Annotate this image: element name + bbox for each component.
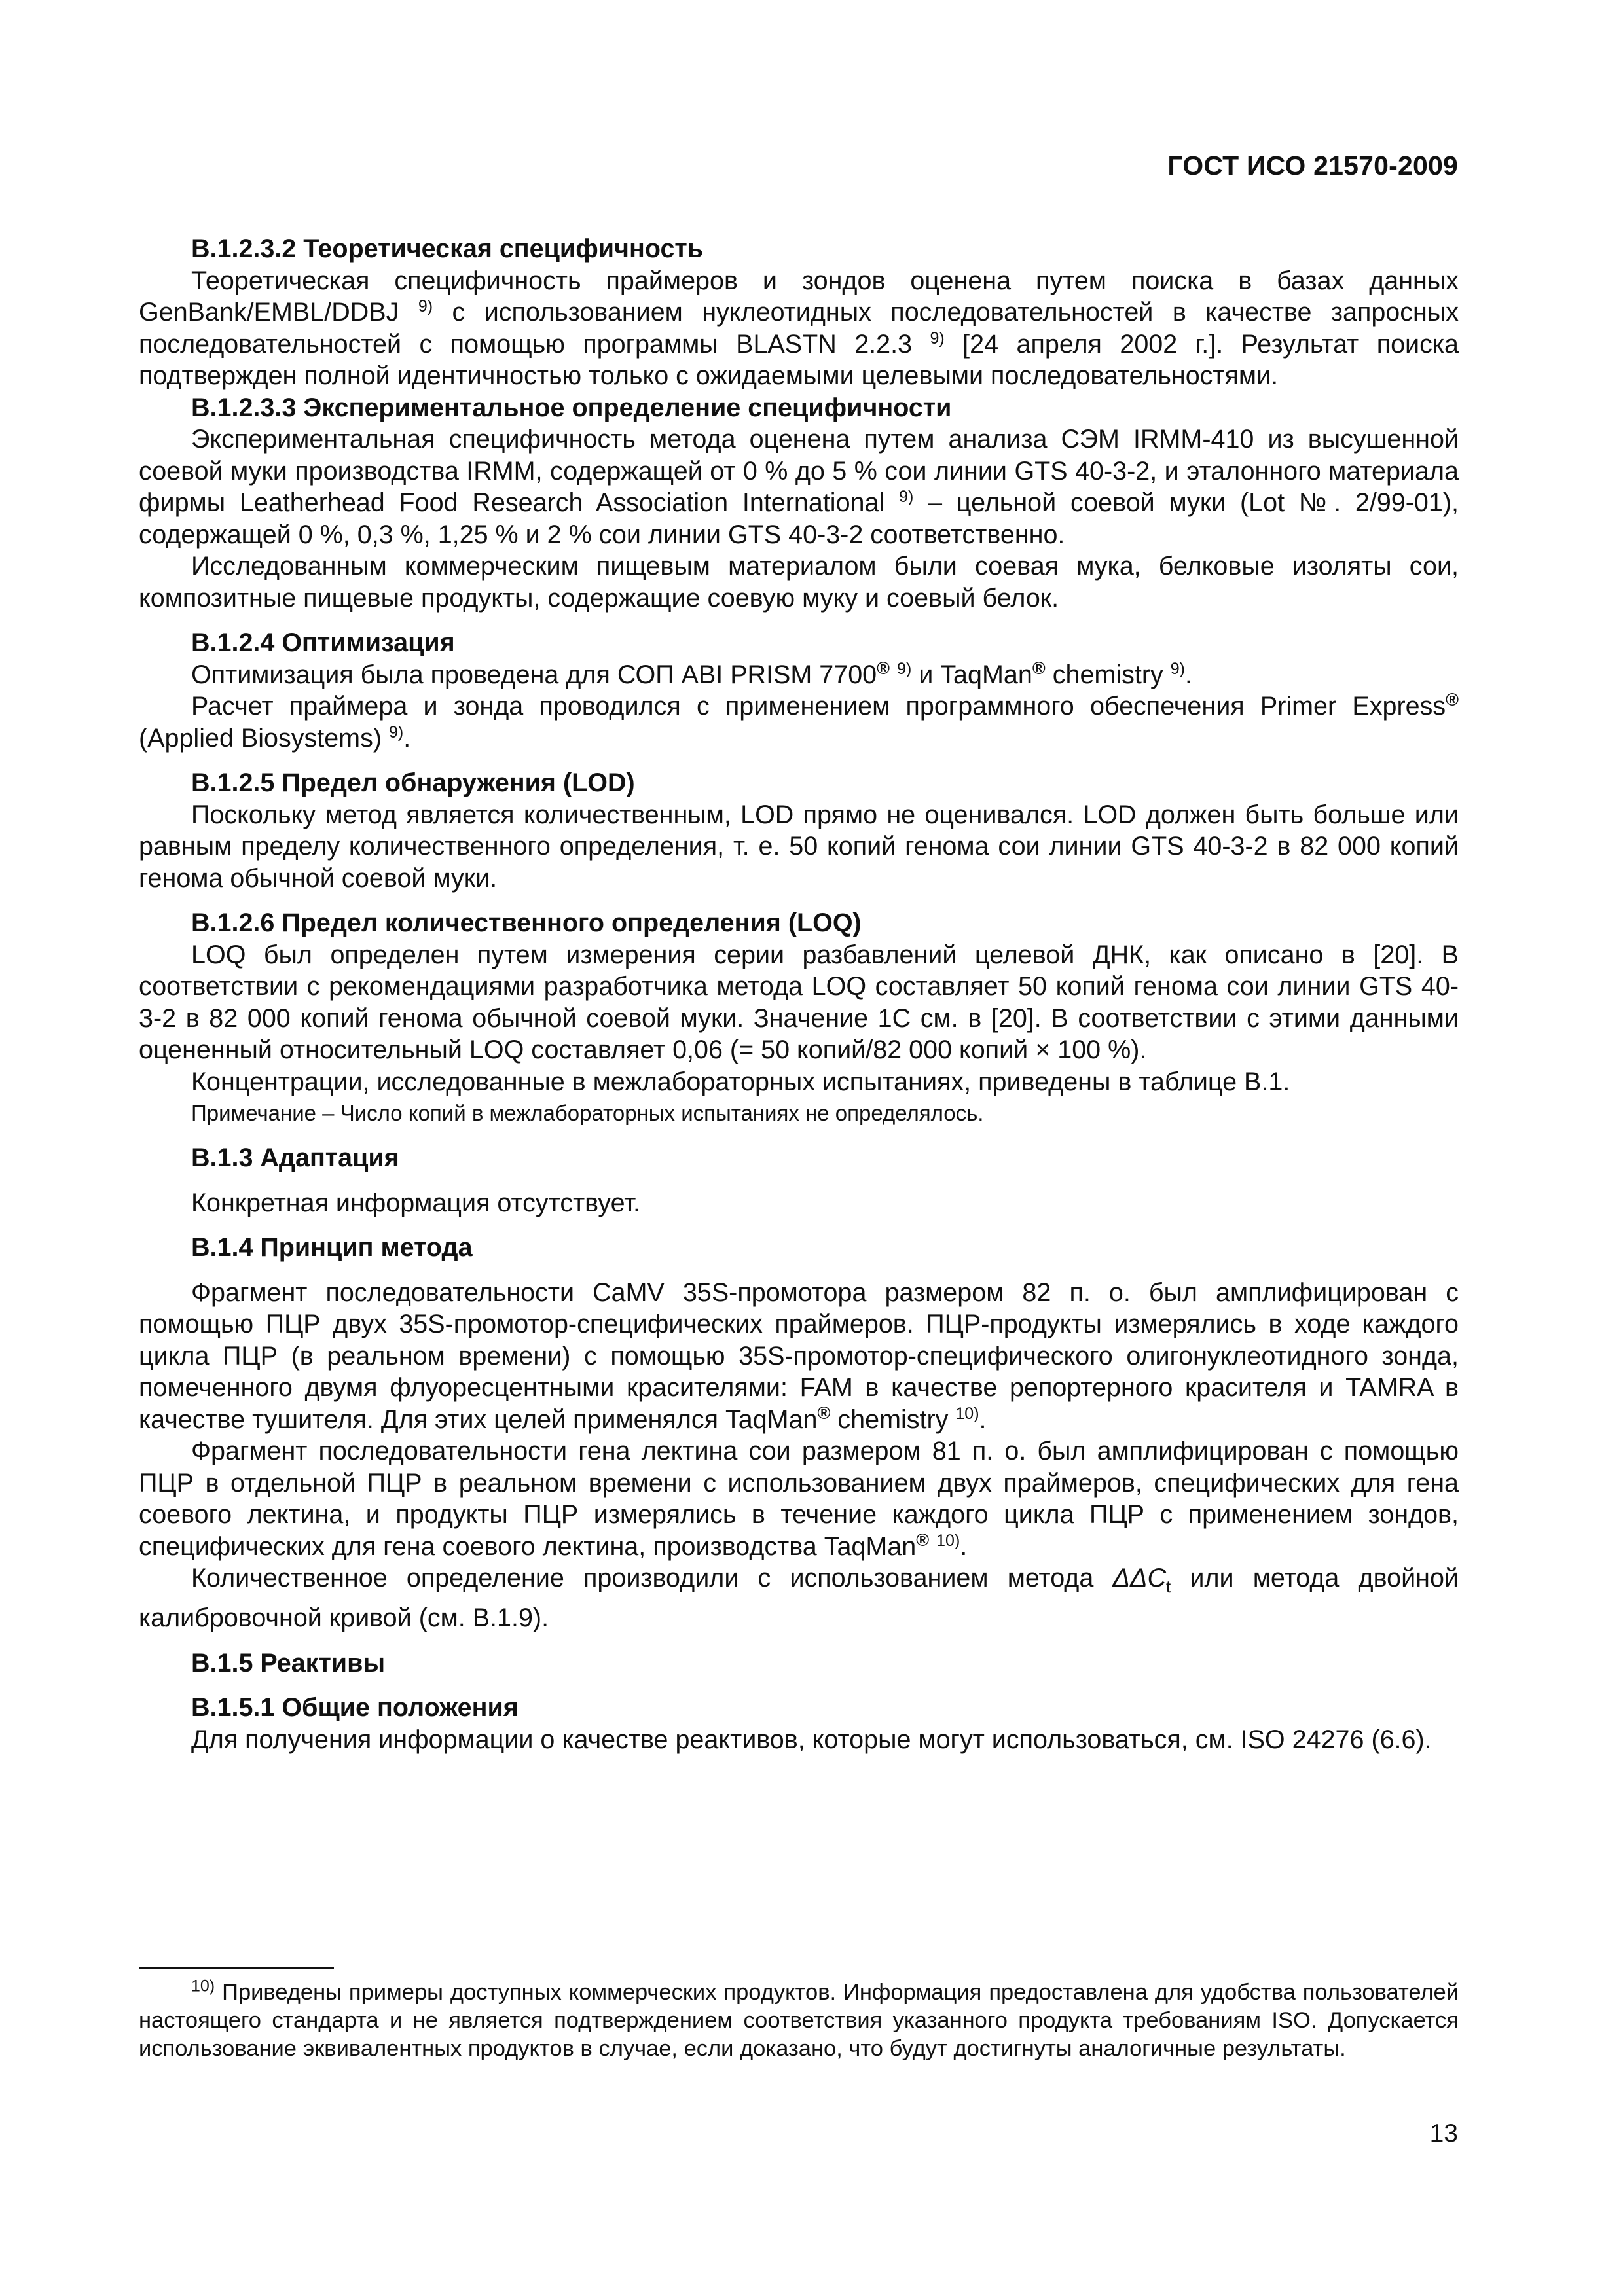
footnote-separator [139,1967,334,1969]
text-run: chemistry [1052,660,1163,689]
registered-mark: ® [877,658,890,678]
reference-superscript: 10) [955,1404,979,1423]
section-heading-optimization: B.1.2.4 Оптимизация [191,628,455,657]
delta-delta-ct-symbol: ΔΔC [1112,1564,1167,1592]
footnote-10 [139,1979,1459,2063]
text-run: или метода двойной калибровочной кривой (см. B.1.9). [139,1564,1459,1633]
paragraph-lod: Поскольку метод является количественным, LOD прямо не оценивался. LOD должен быть больше или равным пределу количественного определения, т. е. 50 копий генома сои линии GTS 40-3-2 в 82 000 копий генома обычной соевой муки. [139,800,1459,893]
text-run: . [960,1532,968,1561]
paragraph-lectin-fragment [139,1435,1459,1562]
text-run: Расчет праймера и зонда проводился с применением программного обеспечения Primer Express [191,692,1446,721]
reference-superscript: 9) [897,659,912,678]
text-run: – цельной соевой муки (Lot №. 2/99-01), содержащей 0 %, 0,3 %, 1,25 % и 2 % сои линии GTS 40-3-2 соответственно. [139,488,1459,549]
text-run: Теоретическая специфичность праймеров и зондов оценена путем поиска в базах данных GenBank/EMBL/DDBJ [139,266,1459,327]
text-run: Фрагмент последовательности CaMV 35S-промотора размером 82 п. о. был амплифицирован с помощью ПЦР двух 35S-промотор-специфических праймеров. ПЦР-продукты измерялись в ходе каждого цикла ПЦР (в реальном времени) с помощью 35S-промотор-специфического олигонуклеотидного зонда, помеченного двумя флуоресцентными красителями: FAM в качестве репортерного красителя и TAMRA в качестве тушителя. Для этих целей применялся TaqMan [139,1278,1459,1434]
note-copies: Примечание – Число копий в межлабораторных испытаниях не определялось. [191,1101,984,1125]
reference-superscript: 9) [418,296,433,315]
section-heading-method-principle: B.1.4 Принцип метода [191,1233,473,1262]
reference-superscript: 10) [936,1531,960,1550]
section-heading-reagents: B.1.5 Реактивы [191,1648,386,1677]
text-run: Оптимизация была проведена для СОП ABI PRISM 7700 [191,660,877,689]
text-run: [24 апреля 2002 г.]. Результат поиска подтвержден полной идентичностью только с ожидаемыми целевыми последовательностями. [139,329,1459,390]
paragraph-commercial-materials: Исследованным коммерческим пищевым материалом были соевая мука, белковые изоляты сои, композитные пищевые продукты, содержащие соевую муку и соевый белок. [139,552,1459,613]
text-run: Экспериментальная специфичность метода оценена путем анализа СЭМ IRMM-410 из высушенной соевой муки производства IRMM, содержащей от 0 % до 5 % сои линии GTS 40-3-2, и эталонного материала фирмы Leatherhead Food Research Association International [139,425,1459,517]
subscript-t: t [1166,1576,1171,1596]
paragraph-adaptation: Конкретная информация отсутствует. [191,1188,640,1217]
section-heading-lod: B.1.2.5 Предел обнаружения (LOD) [191,768,635,797]
text-run: . [403,723,411,753]
paragraph-loq-concentrations: Концентрации, исследованные в межлабораторных испытаниях, приведены в таблице B.1. [191,1067,1290,1096]
registered-mark: ® [1446,689,1459,709]
text-run: и TaqMan [919,660,1032,689]
paragraph-experimental-specificity [139,423,1459,550]
section-heading-adaptation: B.1.3 Адаптация [191,1143,399,1172]
paragraph-optimization [139,659,1459,691]
text-run: . [1184,660,1192,689]
paragraph-quantification [139,1562,1459,1634]
reference-superscript: 9) [930,329,945,348]
footnote-text: Приведены примеры доступных коммерческих продуктов. Информация предоставлена для удобства пользователей настоящего стандарта и не является подтверждением соответствия указанного продукта требованиям ISO. Допускается использование эквивалентных продуктов в случае, если доказано, что будут достигнуты аналогичные результаты. [139,1980,1459,2061]
section-heading-theoretical-specificity: B.1.2.3.2 Теоретическая специфичность [191,234,704,263]
section-heading-general: B.1.5.1 Общие положения [191,1693,519,1723]
text-run: с использованием нуклеотидных последовательностей в качестве запросных последовательностей с помощью программы BLASTN 2.2.3 [139,298,1459,359]
text-run: Фрагмент последовательности гена лектина сои размером 81 п. о. был амплифицирован с помощью ПЦР в отдельной ПЦР в реальном времени с использованием двух праймеров, специфических для гена соевого лектина, и продукты ПЦР измерялись в течение каждого цикла ПЦР с применением зондов, специфических для гена соевого лектина, производства TaqMan [139,1437,1459,1561]
section-heading-loq: B.1.2.6 Предел количественного определения (LOQ) [191,908,862,937]
registered-mark: ® [916,1530,930,1550]
footnote-marker: 10) [191,1977,215,1996]
paragraph-camv-fragment [139,1277,1459,1436]
document-code-header: ГОСТ ИСО 21570-2009 [1167,151,1458,181]
reference-superscript: 9) [899,487,914,506]
page-number: 13 [1429,2119,1458,2147]
paragraph-loq: LOQ был определен путем измерения серии разбавлений целевой ДНК, как описано в [20]. В соответствии с рекомендациями разработчика метода LOQ составляет 50 копий генома сои линии GTS 40-3-2 в 82 000 копий генома обычной соевой муки. Значение 1С см. в [20]. В соответствии с этими данными оцененный относительный LOQ составляет 0,06 (= 50 копий/82 000 копий × 100 %). [139,940,1459,1064]
paragraph-theoretical-specificity [139,265,1459,392]
reference-superscript: 9) [1170,659,1185,678]
paragraph-reagent-quality: Для получения информации о качестве реактивов, которые могут использоваться, см. ISO 24276 (6.6). [191,1725,1432,1754]
reference-superscript: 9) [388,723,404,742]
registered-mark: ® [817,1403,831,1423]
text-run: Количественное определение производили с использованием метода [191,1564,1113,1592]
paragraph-primer-design [139,691,1459,754]
text-run: chemistry [837,1405,949,1434]
section-heading-experimental-specificity: B.1.2.3.3 Экспериментальное определение специфичности [191,393,952,422]
text-run: . [979,1405,987,1434]
registered-mark: ® [1032,658,1046,678]
document-body [139,233,1459,1755]
text-run: (Applied Biosystems) [139,723,382,753]
